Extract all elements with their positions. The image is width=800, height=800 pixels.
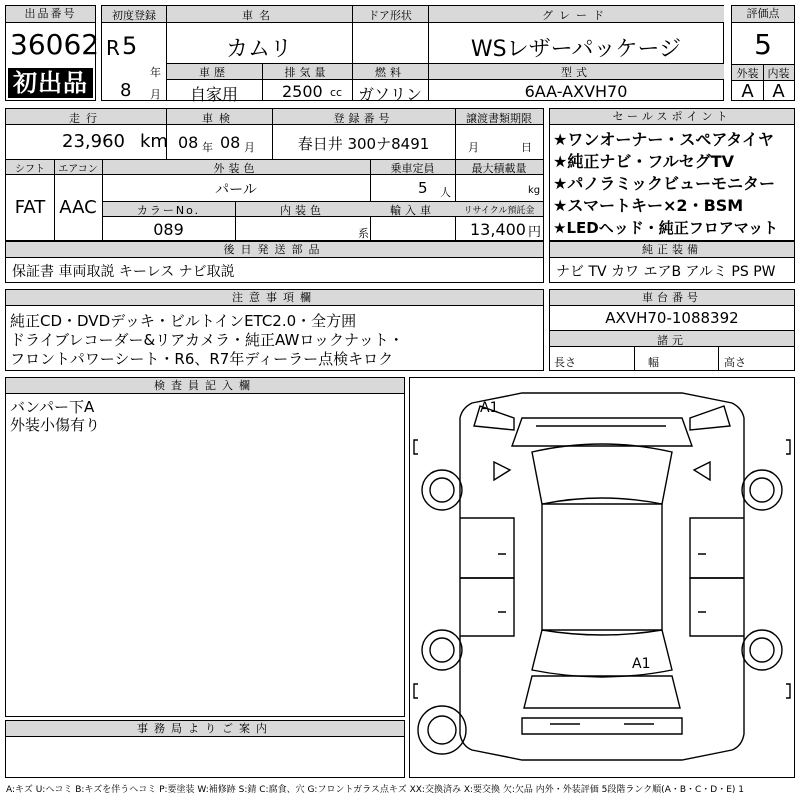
int-color-unit: 系 (358, 227, 369, 240)
chassis-value: AXVH70-1088392 (605, 309, 739, 327)
model-value: 6AA-AXVH70 (524, 82, 628, 101)
inspection-year: 08 (178, 133, 199, 152)
notes-line: フロントパワーシート・R6、R7年ディーラー点検キロク (10, 350, 394, 368)
color-no-value: 089 (153, 220, 184, 239)
int-color-label: 内装色 (280, 204, 325, 217)
grade-value: WSレザーパッケージ (470, 37, 682, 62)
capacity-unit: 人 (440, 186, 451, 199)
score-box (731, 5, 795, 101)
length-label: 長さ (554, 356, 576, 369)
equipment-value: ナビ TV カワ エアB アルミ PS PW (556, 264, 776, 280)
inspector-label: 検査員記入欄 (6, 378, 404, 394)
sales-points-label: セールスポイント (550, 109, 794, 125)
lot-number: 36062 (10, 28, 100, 61)
width-label: 幅 (648, 356, 659, 369)
capacity-value: 5 (418, 179, 428, 197)
height-label: 高さ (724, 356, 746, 369)
car-diagram (409, 377, 795, 778)
sales-point-item: ★パノラミックビューモニター (553, 174, 776, 193)
damage-mark: A1 (480, 400, 499, 416)
capacity-label: 乗車定員 (390, 162, 435, 175)
interior-grade-label: 内装 (767, 67, 790, 80)
era-letter: R (106, 36, 120, 60)
office-box (5, 720, 405, 778)
sales-points-box (549, 108, 795, 241)
lot-box (5, 5, 100, 101)
era-year: 5 (122, 32, 138, 60)
score-value: 5 (754, 28, 772, 61)
ext-color-label: 外装色 (213, 162, 259, 175)
details-box (5, 108, 544, 241)
inspection-label: 車検 (202, 112, 236, 125)
month-value: 8 (120, 80, 132, 101)
mileage-value: 23,960 (62, 131, 125, 152)
score-label: 評価点 (732, 6, 794, 23)
inspector-box (5, 377, 405, 717)
model-label: 型式 (561, 66, 591, 79)
notes-line: ドライブレコーダー&リアカメラ・純正AWロックナット・ (10, 331, 404, 349)
sales-point-item: ★スマートキー×2・BSM (553, 196, 744, 215)
plate-value: 春日井 300ナ8491 (297, 135, 430, 153)
transfer-month-unit: 月 (468, 141, 479, 154)
load-unit: kg (528, 185, 541, 196)
vehicle-info-box (101, 5, 724, 104)
later-parts-box (5, 241, 544, 283)
ac-value: AAC (59, 197, 97, 218)
car-name-label: 車名 (242, 9, 276, 22)
shift-label: シフト (15, 164, 45, 175)
grade-label: グレード (542, 9, 610, 22)
inspector-line: バンパー下A (10, 398, 95, 416)
notes-box (5, 289, 544, 371)
first-listing-badge: 初出品 (8, 68, 93, 98)
later-parts-value: 保証書 車両取説 キーレス ナビ取説 (12, 264, 235, 280)
later-parts-label: 後日発送部品 (6, 242, 543, 258)
plate-label: 登録番号 (333, 112, 394, 125)
exterior-grade-label: 外装 (736, 67, 759, 80)
mileage-label: 走行 (69, 112, 103, 125)
door-label: ドア形状 (368, 9, 412, 22)
month-unit: 月 (150, 88, 161, 101)
fuel-value: ガソリン (357, 85, 422, 104)
import-label: 輸入車 (390, 204, 435, 217)
inspection-month: 08 (220, 133, 241, 152)
interior-grade: A (772, 81, 785, 102)
car-diagram-svg (410, 378, 794, 777)
notes-line: 純正CD・DVDデッキ・ビルトインETC2.0・全方囲 (10, 312, 357, 330)
equipment-label: 純正装備 (550, 242, 794, 258)
first-reg-label: 初度登録 (112, 9, 156, 22)
chassis-label: 車台番号 (550, 290, 794, 306)
dims-label: 諸元 (657, 334, 687, 347)
history-value: 自家用 (189, 85, 238, 104)
recycle-unit: 円 (528, 225, 542, 240)
sales-point-item: ★LEDヘッド・純正フロアマット (553, 219, 779, 237)
office-label: 事務局よりご案内 (6, 721, 404, 737)
chassis-box (549, 289, 795, 371)
shift-value: FAT (14, 197, 46, 218)
sales-point-item: ★ワンオーナー・スペアタイヤ (553, 130, 774, 149)
car-name: カムリ (225, 37, 292, 62)
exterior-grade: A (741, 81, 754, 102)
inspection-year-unit: 年 (202, 141, 213, 154)
equipment-box (549, 241, 795, 283)
transfer-label: 譲渡書類期限 (466, 112, 532, 125)
year-unit: 年 (150, 66, 161, 79)
inspection-month-unit: 月 (244, 141, 255, 154)
history-label: 車歴 (199, 66, 229, 79)
recycle-label: リサイクル預託金 (463, 206, 535, 216)
fuel-label: 燃料 (375, 66, 405, 79)
legend-text: A:キズ U:ヘコミ B:キズを伴うヘコミ P:要塗装 W:補修跡 S:錆 C:腐食、穴 G:フロントガラス点キズ XX:交換済み X:要交換 欠:欠品 内外・外装評価 5段階ランク順(A・B・C・D・E) 1 (6, 785, 745, 795)
displacement-value: 2500 (282, 82, 323, 101)
load-label: 最大積載量 (471, 162, 527, 175)
displacement-unit: cc (330, 86, 343, 99)
color-no-label: カラーNo. (136, 204, 201, 217)
ext-color-value: パール (215, 182, 257, 198)
notes-label: 注意事項欄 (6, 290, 543, 306)
inspector-line: 外装小傷有り (10, 416, 101, 434)
recycle-value: 13,400 (470, 220, 526, 239)
sales-point-item: ★純正ナビ・フルセグTV (553, 152, 735, 171)
displacement-label: 排気量 (284, 66, 330, 79)
ac-label: エアコン (58, 164, 98, 175)
transfer-day-unit: 日 (521, 141, 532, 154)
lot-label: 出品番号 (6, 6, 95, 23)
mileage-unit: km (140, 131, 168, 152)
damage-mark: A1 (632, 656, 651, 672)
